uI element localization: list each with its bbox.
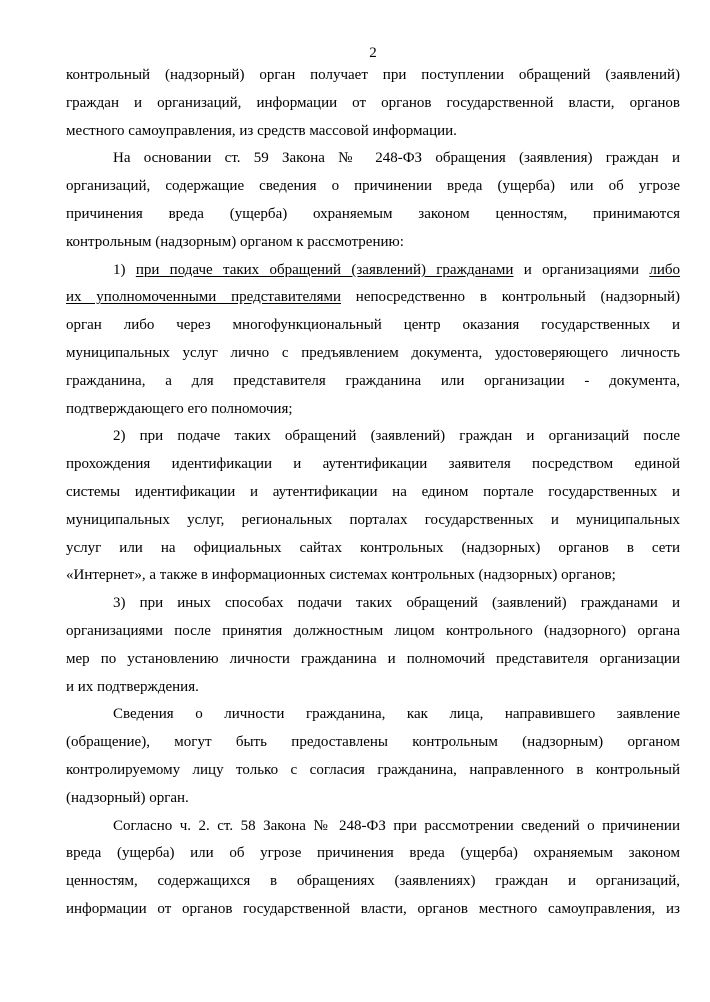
paragraph-2-line-3 [66, 201, 680, 229]
text-run: организациями после принятия должностным лицом контрольного (надзорного) органа [66, 622, 680, 639]
text-run: непосредственно в контрольный (надзорный) [341, 289, 680, 306]
text-run: вреда (ущерба) или об угрозе причинения вреда (ущерба) охраняемым законом [66, 845, 680, 862]
text-run: Сведения о личности гражданина, как лица, направившего заявление [113, 706, 680, 723]
paragraph-6-line-3 [66, 757, 680, 785]
paragraph-7-line-2 [66, 840, 680, 868]
text-run: контрольный (надзорный) орган получает при поступлении обращений (заявлений) [66, 67, 680, 83]
paragraph-3-line-2 [66, 284, 680, 312]
text-run: На основании ст. 59 Закона № 248-ФЗ обращения (заявления) граждан и [113, 150, 680, 167]
paragraph-3-line-6 [66, 396, 680, 424]
paragraph-7-line-1 [66, 813, 680, 841]
paragraph-4-line-6 [66, 562, 680, 590]
paragraph-1-line-2 [66, 90, 680, 118]
paragraph-6-line-2 [66, 729, 680, 757]
text-run: услуг или на официальных сайтах контрольных (надзорных) органов в сети [66, 539, 680, 556]
underlined-text: либо [649, 261, 680, 278]
text-run: (обращение), могут быть предоставлены контрольным (надзорным) органом [66, 734, 680, 751]
paragraph-4-line-3 [66, 479, 680, 507]
text-run: контролируемому лицу только с согласия гражданина, направленного в контрольный [66, 761, 680, 778]
underlined-text: при подаче таких обращений (заявлений) гражданами [135, 261, 514, 278]
text-run: гражданина, а для представителя гражданина или организации - документа, [66, 372, 680, 389]
underlined-text: их уполномоченными представителями [66, 289, 342, 306]
paragraph-2-line-4 [66, 229, 680, 257]
paragraph-7-line-4 [66, 896, 680, 924]
text-run: и организациями [513, 261, 650, 278]
paragraph-5-line-4 [66, 674, 680, 702]
paragraph-4-line-2 [66, 451, 680, 479]
document-body [66, 62, 680, 924]
paragraph-3-line-4 [66, 340, 680, 368]
text-run: «Интернет», а также в информационных системах контрольных (надзорных) органов; [66, 567, 616, 584]
paragraph-7-line-3 [66, 868, 680, 896]
paragraph-6-line-1 [66, 701, 680, 729]
text-run: 1) [113, 261, 136, 278]
paragraph-4-line-5 [66, 535, 680, 563]
paragraph-1-line-1 [66, 62, 680, 90]
paragraph-4-line-1 [66, 423, 680, 451]
paragraph-6-line-4 [66, 785, 680, 813]
text-run: ценностям, содержащихся в обращениях (заявлениях) граждан и организаций, [66, 873, 680, 890]
text-run: информации от органов государственной власти, органов местного самоуправления, из [66, 900, 680, 917]
page-number: 2 [369, 45, 377, 61]
paragraph-3-line-5 [66, 368, 680, 396]
text-run: организаций, содержащие сведения о причинении вреда (ущерба) или об угрозе [66, 178, 680, 195]
text-run: муниципальных услуг лично с предъявлением документа, удостоверяющего личность [66, 344, 680, 361]
paragraph-3-line-1 [66, 257, 680, 285]
text-run: подтверждающего его полномочия; [66, 400, 293, 417]
text-run: контрольным (надзорным) органом к рассмотрению: [66, 233, 404, 250]
paragraph-3-line-3 [66, 312, 680, 340]
text-run: причинения вреда (ущерба) охраняемым законом ценностям, принимаются [66, 205, 680, 222]
paragraph-4-line-4 [66, 507, 680, 535]
text-run: 3) при иных способах подачи таких обращений (заявлений) гражданами и [113, 595, 680, 612]
text-run: мер по установлению личности гражданина и полномочий представителя организации [66, 650, 680, 667]
paragraph-2-line-1 [66, 145, 680, 173]
paragraph-5-line-3 [66, 646, 680, 674]
text-run: местного самоуправления, из средств массовой информации. [66, 122, 457, 139]
text-run: муниципальных услуг, региональных порталах государственных и муниципальных [66, 511, 680, 528]
text-run: граждан и организаций, информации от органов государственной власти, органов [66, 94, 680, 111]
paragraph-5-line-1 [66, 590, 680, 618]
text-run: Согласно ч. 2. ст. 58 Закона № 248-ФЗ при рассмотрении сведений о причинении [113, 817, 680, 834]
text-run: 2) при подаче таких обращений (заявлений) граждан и организаций после [113, 428, 680, 445]
text-run: (надзорный) орган. [66, 789, 189, 806]
paragraph-2-line-2 [66, 173, 680, 201]
text-run: и их подтверждения. [66, 678, 199, 695]
text-run: прохождения идентификации и аутентификации заявителя посредством единой [66, 456, 680, 473]
text-run: системы идентификации и аутентификации на едином портале государственных и [66, 483, 680, 500]
paragraph-5-line-2 [66, 618, 680, 646]
paragraph-1-line-3 [66, 118, 680, 146]
text-run: орган либо через многофункциональный центр оказания государственных и [66, 317, 680, 334]
